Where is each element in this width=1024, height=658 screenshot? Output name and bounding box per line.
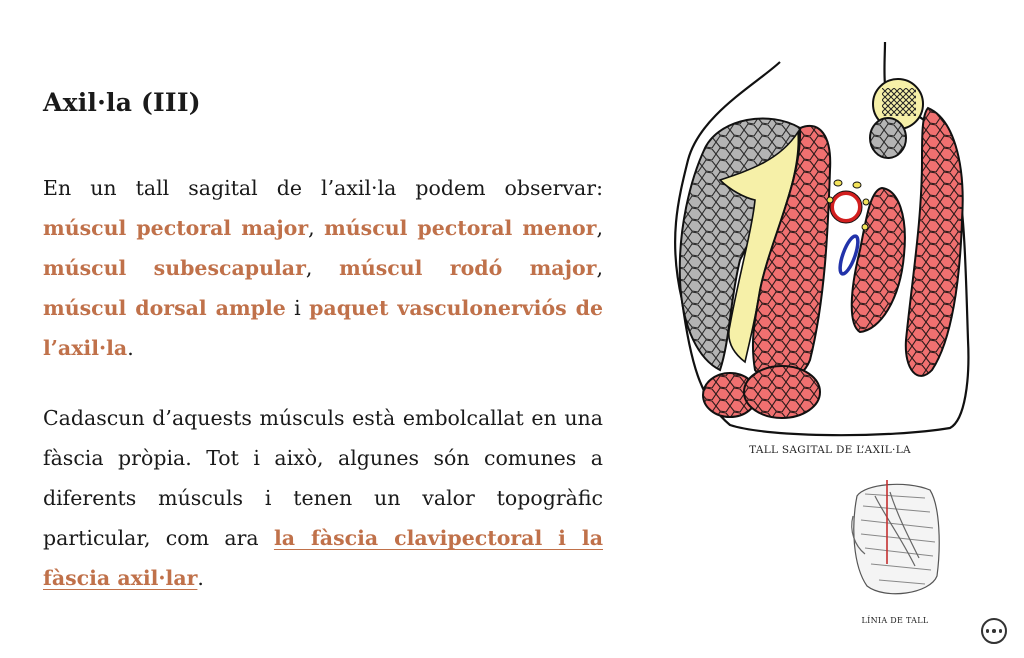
fascia-link[interactable]: la fàscia clavipectoral i la fàscia axil·lar: [43, 526, 603, 590]
text-column: [43, 168, 603, 598]
period: .: [197, 566, 204, 590]
term-pectoral-major: múscul pectoral major: [43, 216, 309, 240]
dot: [999, 629, 1003, 633]
term-subscapular: múscul subescapular: [43, 256, 306, 280]
figure-caption-sagittal: TALL SAGITAL DE L’AXIL·LA: [749, 444, 911, 456]
cut-line-thumbnail: [845, 476, 945, 606]
separator: i: [285, 296, 310, 320]
axilla-sagittal-section-illustration: [660, 40, 980, 440]
separator: ,: [596, 216, 603, 240]
separator: ,: [308, 216, 325, 240]
term-pectoral-minor: múscul pectoral menor: [324, 216, 597, 240]
paragraph-fascia: [43, 398, 603, 598]
term-teres-major: múscul rodó major: [339, 256, 597, 280]
figure-caption-cut-line: LÍNIA DE TALL: [861, 616, 929, 625]
separator: ,: [596, 256, 603, 280]
intro-text: En un tall sagital de l’axil·la podem observar:: [43, 176, 603, 200]
paragraph-structures: [43, 168, 603, 368]
fascia-text: Cadascun d’aquests músculs està embolcallat en una fàscia pròpia. Tot i això, algunes són comunes a diferents músculs i tenen un valor topogràfic particular, com ara: [43, 406, 603, 550]
ellipsis-circle-icon[interactable]: [981, 618, 1007, 644]
page-title: Axil·la (III): [43, 88, 201, 117]
dot: [986, 629, 990, 633]
dot: [992, 629, 996, 633]
term-neurovascular-bundle: paquet vasculonerviós de l’axil·la: [43, 296, 604, 360]
separator: ,: [305, 256, 340, 280]
period: .: [127, 336, 134, 360]
term-latissimus-dorsi: múscul dorsal ample: [43, 296, 286, 320]
